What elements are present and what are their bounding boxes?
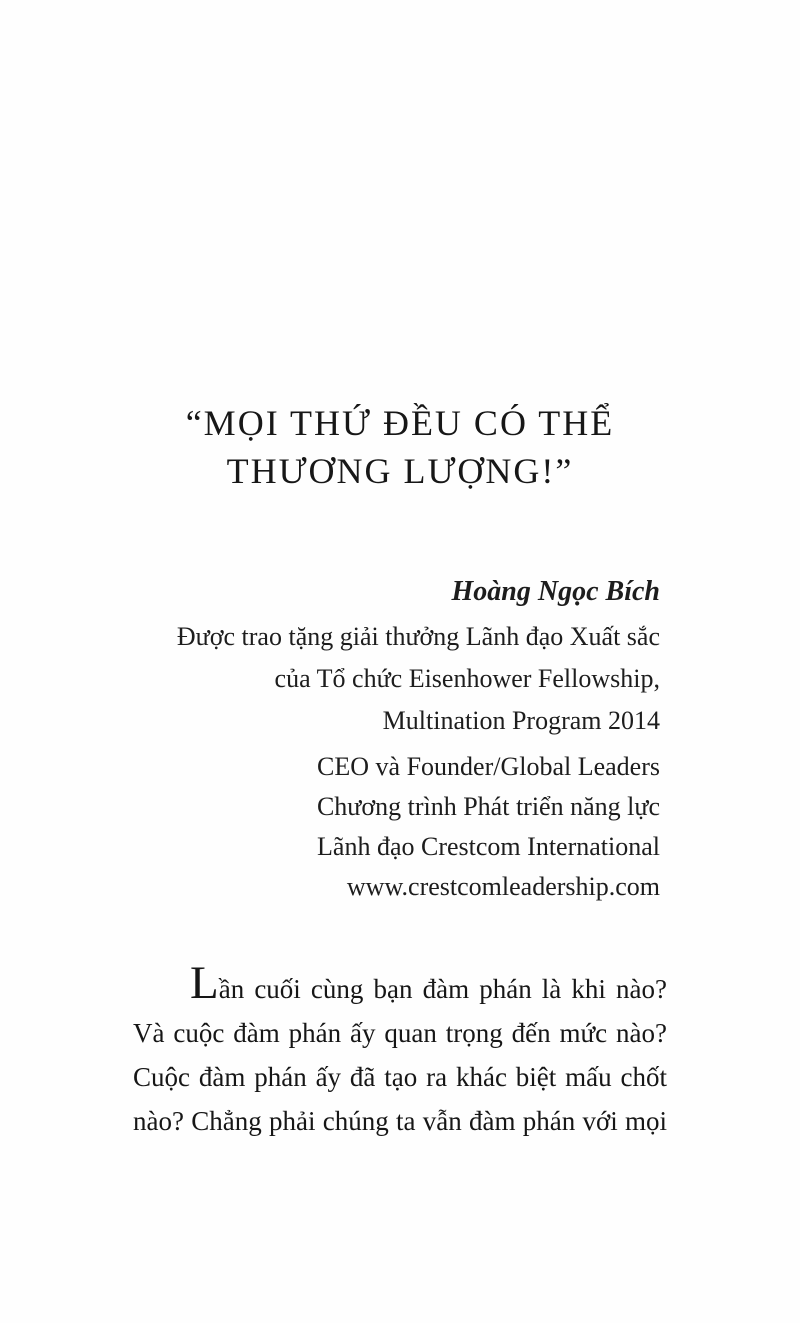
raised-initial-cap: L — [190, 957, 219, 1009]
author-role-block — [135, 747, 660, 907]
author-role-line: Chương trình Phát triển năng lực — [316, 792, 660, 821]
author-role-line: Lãnh đạo Crestcom International — [317, 832, 660, 861]
body-line: nào? Chẳng phải chúng ta vẫn đàm phán với mọi — [133, 1106, 667, 1136]
chapter-title-line-2: THƯƠNG LƯỢNG!” — [226, 451, 574, 491]
body-line: Cuộc đàm phán ấy đã tạo ra khác biệt mấu chốt — [133, 1062, 667, 1092]
author-name: Hoàng Ngọc Bích — [451, 576, 660, 607]
body-line-text: ần cuối cùng bạn đàm phán là khi nào? — [218, 974, 667, 1004]
author-award-line: Multination Program 2014 — [382, 706, 660, 735]
author-byline-block — [135, 571, 660, 742]
author-award-line: Được trao tặng giải thưởng Lãnh đạo Xuất sắc — [176, 622, 660, 651]
body-paragraph — [133, 957, 667, 1143]
chapter-title-line-1: “MỌI THỨ ĐỀU CÓ THỂ — [185, 403, 615, 443]
body-line — [133, 957, 667, 1011]
chapter-title — [0, 399, 800, 495]
author-website: www.crestcomleadership.com — [346, 872, 660, 901]
author-award-line: của Tổ chức Eisenhower Fellowship, — [274, 664, 660, 693]
body-line: Và cuộc đàm phán ấy quan trọng đến mức nào? — [133, 1018, 667, 1048]
author-role-line: CEO và Founder/Global Leaders — [317, 752, 660, 781]
